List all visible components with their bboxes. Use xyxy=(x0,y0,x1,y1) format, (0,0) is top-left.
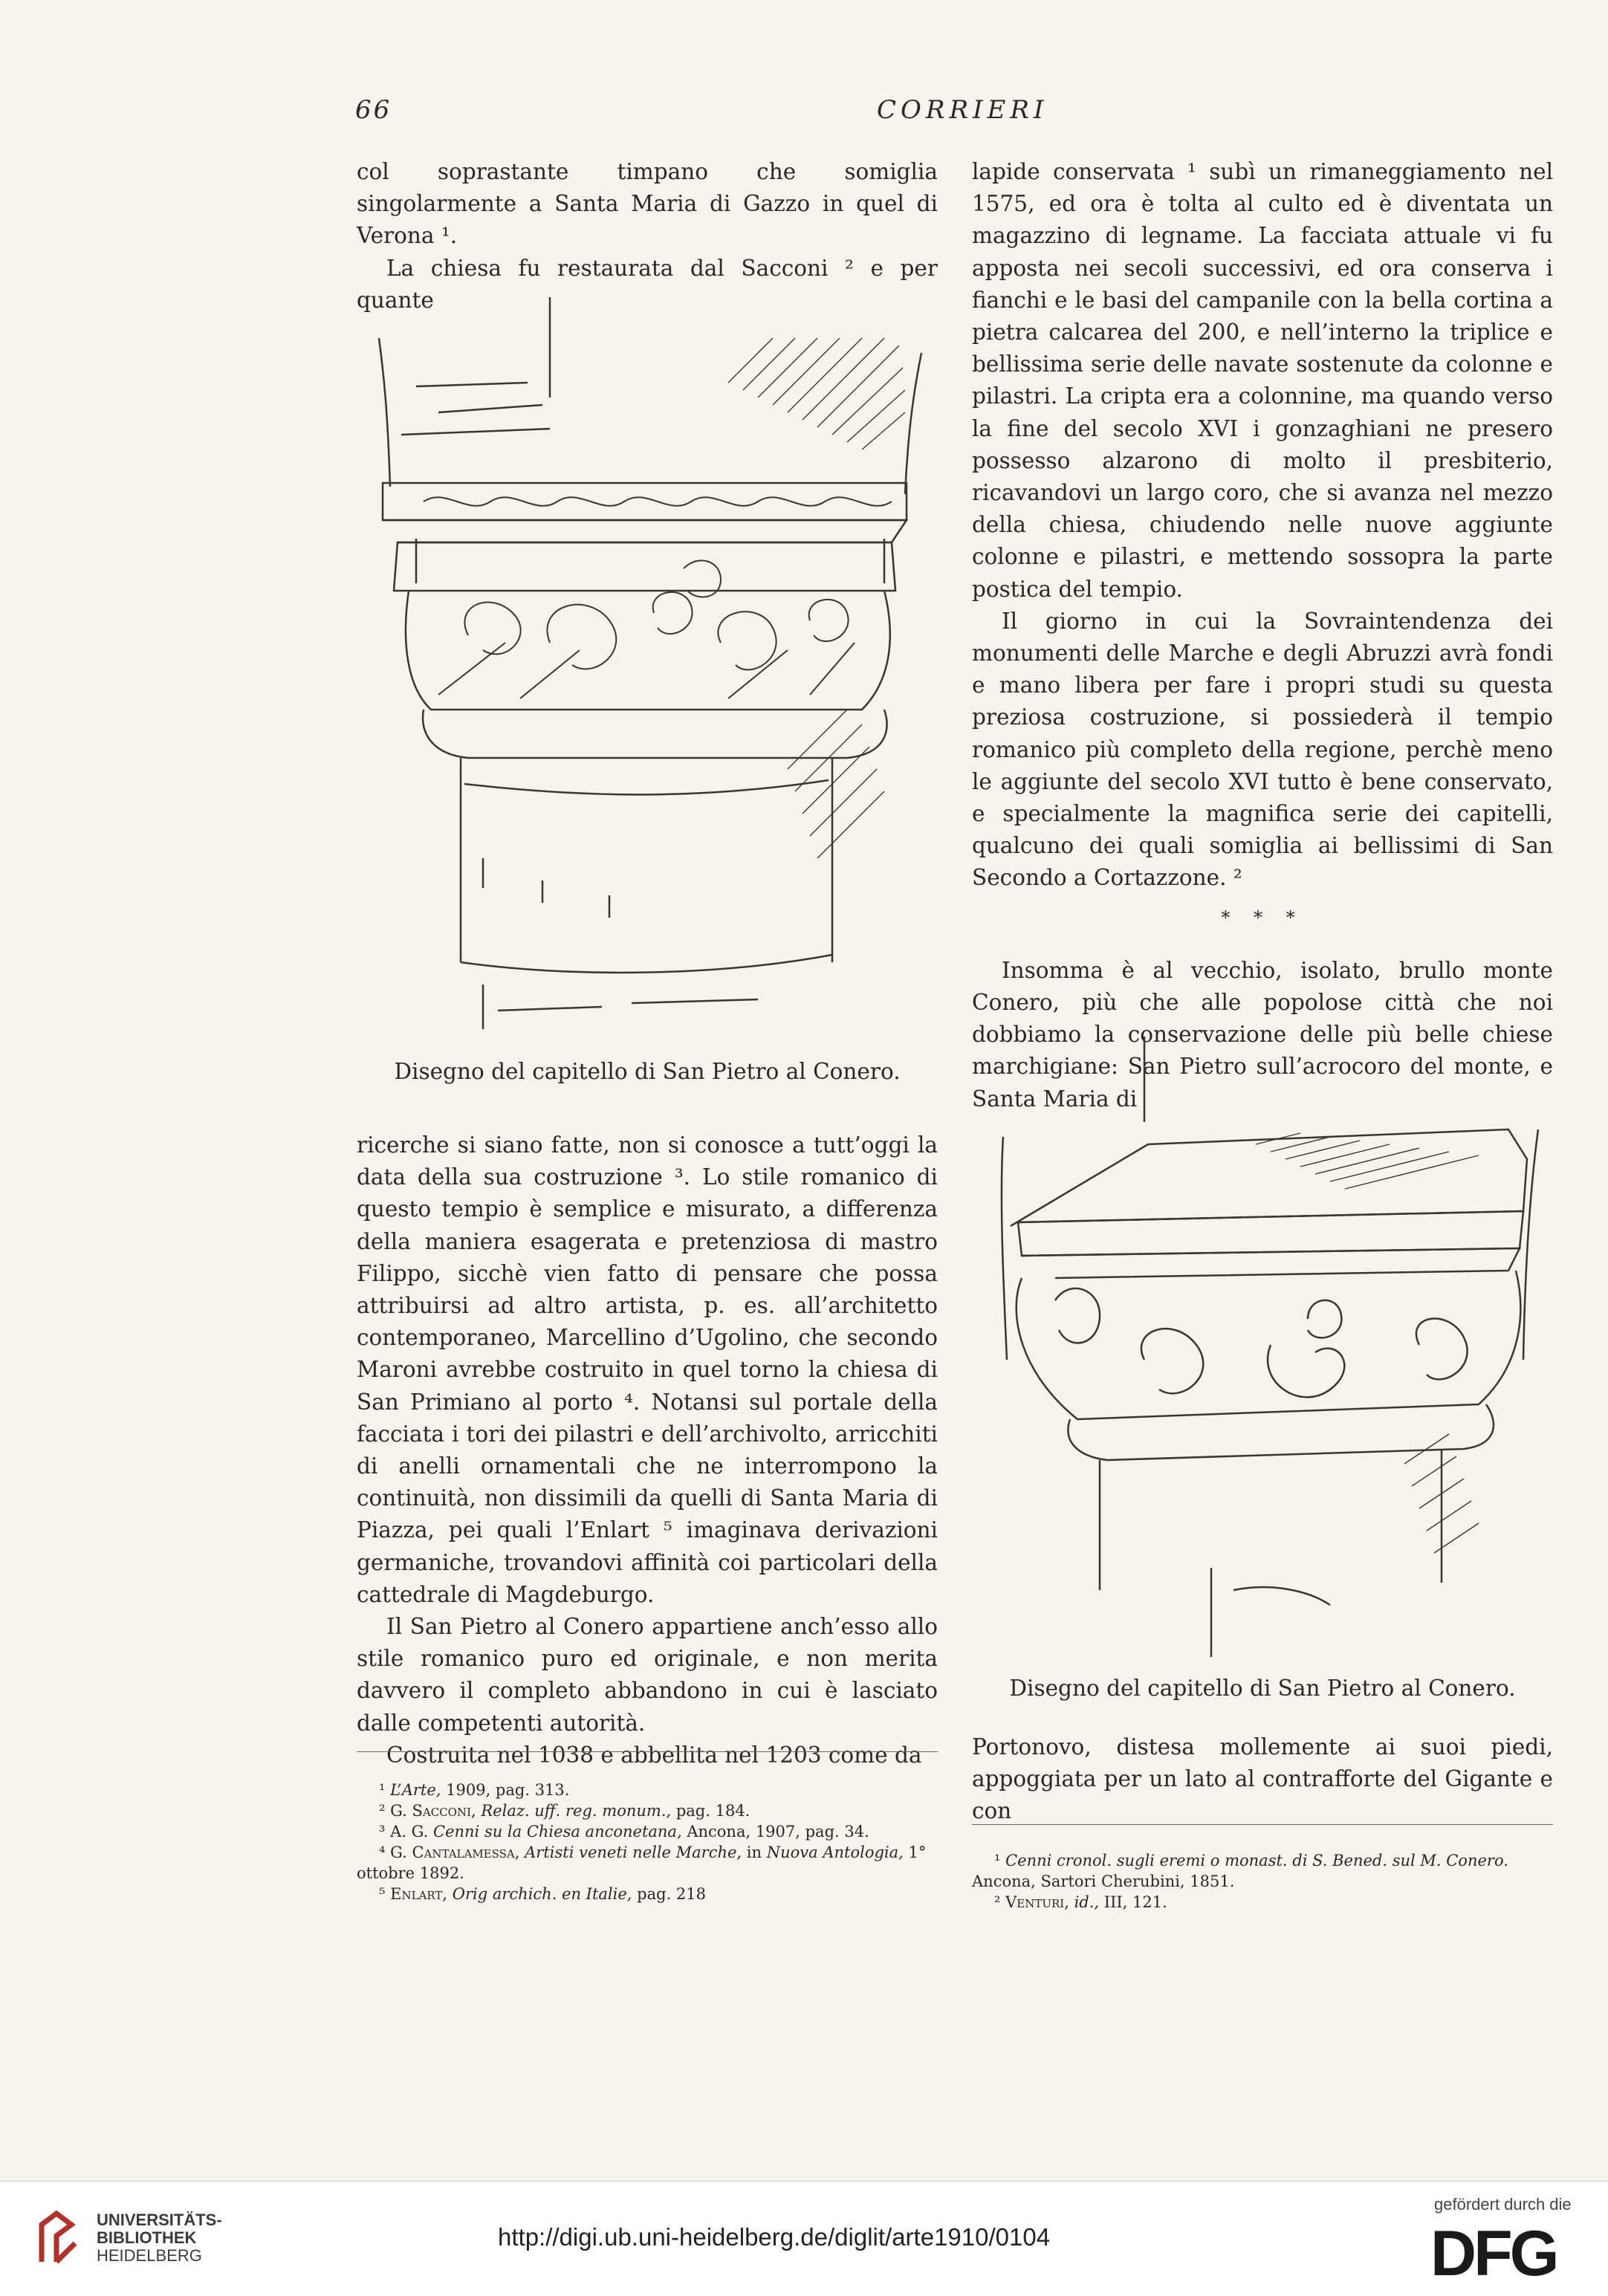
footnote: ⁴ G. Cantalamessa, Artisti veneti nelle Marche, in Nuova Antologia, 1° ottobre 1892. xyxy=(357,1843,927,1882)
footnote: ⁵ Enlart, Orig archich. en Italie, pag. 218 xyxy=(379,1885,707,1903)
section-break: * * * xyxy=(1221,907,1304,928)
university-library-logo-icon xyxy=(34,2210,86,2269)
footnote: ¹ Cenni cronol. sugli eremi o monast. di S. Bened. sul M. Conero. Ancona, Sartori Cherubini, 1851. xyxy=(972,1852,1508,1890)
paragraph: Insomma è al vecchio, isolato, brullo monte Conero, più che alle popolose città che noi dobbiamo la conservazione delle più belle chiese marchigiane: San Pietro sull’acrocoro del monte, e Santa Maria di xyxy=(972,957,1553,1112)
footnotes-left xyxy=(357,1780,938,1904)
dfg-logo: DFG xyxy=(1430,2218,1557,2289)
footnote-separator xyxy=(972,1824,1553,1825)
right-column-bottom xyxy=(972,1731,1553,1828)
paragraph: ricerche si siano fatte, non si conosce a tutt’oggi la data della sua costruzione ³. Lo stile romanico di questo tempio è semplice e misurato, a differenza della maniera esagerata e pretenziosa di mastro Filippo, sicchè vien fatto di pensare che possa attribuirsi ad altro artista, p. es. all’architetto contemporaneo, Marcellino d’Ugolino, che secondo Maroni avrebbe costruito in quel torno la chiesa di San Primiano al porto ⁴. Notansi sul portale della facciata i tori dei pilastri e dell’archivolto, arricchiti di anelli ornamentali che ne interrompono la continuità, non dissimili da quelli di Santa Maria di Piazza, pei quali l’Enlart ⁵ imaginava derivazioni germaniche, trovandovi affinità coi particolari della cattedrale di Magdeburgo. xyxy=(357,1132,938,1607)
left-column-bottom xyxy=(357,1129,938,1771)
paragraph: Portonovo, distesa mollemente ai suoi piedi, appoggiata per un lato al contrafforte del Gigante e con xyxy=(972,1734,1553,1824)
right-column-top xyxy=(972,156,1553,1115)
running-title: CORRIERI xyxy=(877,95,1048,125)
footnote: ² Venturi, id., III, 121. xyxy=(994,1893,1167,1911)
footnote: ² G. Sacconi, Relaz. uff. reg. monum., pag. 184. xyxy=(379,1802,750,1820)
left-column-top xyxy=(357,156,938,317)
footnotes-right xyxy=(972,1850,1553,1913)
footnote-separator xyxy=(357,1751,938,1752)
paragraph: lapide conservata ¹ subì un rimaneggiamento nel 1575, ed ora è tolta al culto ed è diventata un magazzino di legname. La facciata attuale vi fu apposta nei secoli successivi, ed ora conserva i fianchi e le basi del campanile con la bella cortina a pietra calcarea del 200, e nell’interno la triplice e bellissima serie delle navate sostenute da colonne e pilastri. La cripta era a colonnine, ma quando verso la fine del secolo XVI i gonzaghiani ne presero possesso alzarono di molto il presbiterio, ricavandovi un largo coro, che si avanza nel mezzo della chiesa, chiudendo nelle nuove aggiunte colonne e pilastri, e mettendo sossopra la parte postica del tempio. xyxy=(972,159,1553,602)
figure-caption: Disegno del capitello di San Pietro al Conero. xyxy=(1009,1676,1516,1701)
footnote: ³ A. G. Cenni su la Chiesa anconetana, Ancona, 1907, pag. 34. xyxy=(379,1823,869,1841)
paragraph: Il San Pietro al Conero appartiene anch’esso allo stile romanico puro ed originale, e non merita davvero il completo abbandono in cui è lasciato dalle competenti autorità. xyxy=(357,1614,938,1736)
footer-bar xyxy=(0,2181,1608,2296)
paragraph: Il giorno in cui la Sovraintendenza dei monumenti delle Marche e degli Abruzzi avrà fondi e mano libera per fare i propri studi su questa preziosa costruzione, si possiederà il tempio romanico più completo della regione, perchè meno le aggiunte del secolo XVI tutto è bene conservato, e specialmente la magnifica serie dei capitelli, qualcuno dei quali somiglia ai bellissimi di San Secondo a Cortazzone. ² xyxy=(972,608,1553,891)
paragraph: Costruita nel 1038 e abbellita nel 1203 come da xyxy=(386,1742,922,1768)
footnote: ¹ L’Arte, 1909, pag. 313. xyxy=(379,1781,570,1799)
source-url-link[interactable]: http://digi.ub.uni-heidelberg.de/diglit/arte1910/0104 xyxy=(498,2223,1051,2251)
paragraph: La chiesa fu restaurata dal Sacconi ² e per quante xyxy=(357,255,938,313)
funding-note: gefördert durch die xyxy=(1434,2195,1572,2214)
capital-drawing-figure xyxy=(988,1033,1553,1664)
page-number: 66 xyxy=(355,95,392,125)
university-library-name: UNIVERSITÄTS- BIBLIOTHEK HEIDELBERG xyxy=(97,2211,222,2265)
figure-caption: Disegno del capitello di San Pietro al Conero. xyxy=(394,1059,901,1084)
paragraph: col soprastante timpano che somiglia singolarmente a Santa Maria di Gazzo in quel di Verona ¹. xyxy=(357,159,938,249)
capital-drawing-figure xyxy=(372,294,929,1037)
